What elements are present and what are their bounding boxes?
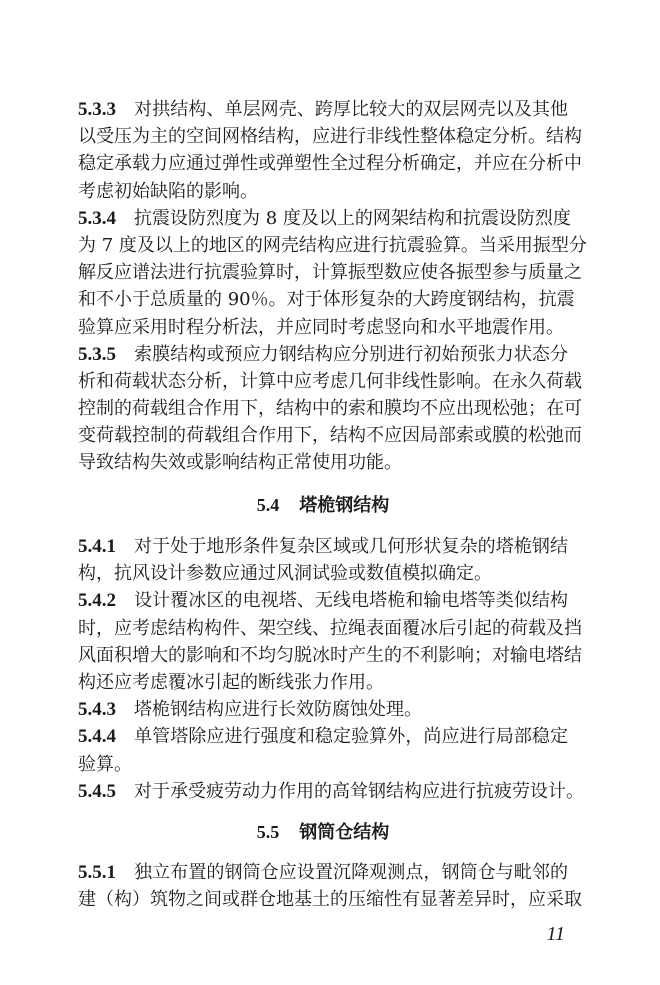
clause-text: 控制的荷载组合作用下，结构中的索和膜均不应出现松弛；在可	[78, 398, 582, 420]
section-heading-5-4	[78, 491, 568, 519]
clause-text: 导致结构失效或影响结构正常使用功能。	[78, 452, 402, 474]
clause-text: 和不小于总质量的 90％。对于体形复杂的大跨度钢结构，抗震	[78, 289, 575, 311]
clause-text: 考虑初始缺陷的影响。	[78, 180, 258, 202]
clause-line	[78, 259, 582, 286]
clause-text: 塔桅钢结构应进行长效防腐蚀处理。	[134, 699, 422, 721]
clause-number: 5.5.1	[78, 862, 116, 883]
clause-line	[78, 232, 587, 259]
clause-text: 建（构）筑物之间或群仓地基土的压缩性有显著差异时，应采取	[78, 889, 582, 911]
clause-text: 变荷载控制的荷载组合作用下，结构不应因局部索或膜的松弛而	[78, 425, 582, 447]
heading-title: 钢筒仓结构	[299, 822, 390, 843]
clause-text: 析和荷载状态分析，计算中应考虑几何非线性影响。在永久荷载	[78, 370, 582, 392]
clause-text: 单管塔除应进行强度和稳定验算外，尚应进行局部稳定	[134, 726, 568, 748]
clause-line	[78, 286, 575, 313]
clause-line	[78, 642, 582, 669]
clause-number: 5.4.4	[78, 726, 116, 748]
clause-line-first	[78, 587, 568, 614]
clause-text: 构还应考虑覆冰引起的断线张力作用。	[78, 671, 384, 693]
clause-line	[78, 886, 582, 913]
clause-line-first	[78, 341, 568, 368]
clause-text: 以受压为主的空间网格结构，应进行非线性整体稳定分析。结构	[78, 126, 582, 148]
clause-text: 索膜结构或预应力钢结构应分别进行初始预张力状态分	[134, 343, 568, 365]
clause-line	[78, 615, 582, 642]
clause-text: 风面积增大的影响和不均匀脱冰时产生的不利影响；对输电塔结	[78, 644, 582, 666]
clause-text: 解反应谱法进行抗震验算时，计算振型数应使各振型参与质量之	[78, 262, 582, 284]
clause-number: 5.4.1	[78, 536, 116, 557]
clause-line	[78, 422, 582, 449]
clause-line-first	[78, 723, 568, 750]
clause-line-first	[78, 533, 568, 560]
clause-line	[78, 123, 582, 150]
clause-number: 5.4.5	[78, 780, 116, 802]
clause-line-first	[78, 778, 584, 805]
page-number: 11	[546, 923, 565, 945]
clause-number: 5.3.4	[78, 207, 116, 229]
clause-number: 5.4.2	[78, 590, 116, 612]
clause-number: 5.3.5	[78, 343, 116, 365]
clause-text: 抗震设防烈度为 8 度及以上的网架结构和抗震设防烈度	[134, 207, 571, 229]
clause-line	[78, 150, 582, 177]
clause-line-first	[78, 859, 568, 886]
clause-number: 5.4.3	[78, 699, 116, 721]
heading-number: 5.5	[256, 822, 280, 842]
clause-line	[78, 178, 568, 205]
clause-line-first	[78, 96, 568, 123]
section-5-4-clauses	[78, 533, 584, 805]
clause-text: 对拱结构、单层网壳、跨厚比较大的双层网壳以及其他	[134, 99, 568, 120]
clause-text: 对于处于地形条件复杂区域或几何形状复杂的塔桅钢结	[134, 536, 568, 557]
clause-line	[78, 560, 568, 587]
heading-title: 塔桅钢结构	[299, 495, 390, 516]
clause-text: 独立布置的钢筒仓应设置沉降观测点，钢筒仓与毗邻的	[134, 862, 568, 883]
clause-line	[78, 449, 568, 476]
clause-line	[78, 395, 582, 422]
clause-line	[78, 314, 568, 341]
clause-text: 时，应考虑结构构件、架空线、拉绳表面覆冰后引起的荷载及挡	[78, 617, 582, 639]
clause-line	[78, 669, 568, 696]
clause-number: 5.3.3	[78, 99, 116, 120]
heading-number: 5.4	[256, 495, 280, 515]
section-5-5-clauses	[78, 859, 582, 913]
section-5-3-clauses	[78, 96, 587, 477]
clause-line-first	[78, 696, 568, 723]
section-heading-5-5	[78, 818, 568, 846]
clause-line-first	[78, 205, 571, 232]
clause-text: 构，抗风设计参数应通过风洞试验或数值模拟确定。	[78, 563, 492, 585]
clause-text: 设计覆冰区的电视塔、无线电塔桅和输电塔等类似结构	[134, 590, 568, 612]
clause-text: 验算。	[78, 753, 132, 775]
clause-line	[78, 368, 582, 395]
clause-text: 对于承受疲劳动力作用的高耸钢结构应进行抗疲劳设计。	[134, 780, 584, 802]
clause-line	[78, 751, 568, 778]
clause-text: 验算应采用时程分析法，并应同时考虑竖向和水平地震作用。	[78, 316, 564, 338]
clause-text: 稳定承载力应通过弹性或弹塑性全过程分析确定，并应在分析中	[78, 153, 582, 175]
clause-text: 为 7 度及以上的地区的网壳结构应进行抗震验算。当采用振型分	[78, 234, 587, 256]
